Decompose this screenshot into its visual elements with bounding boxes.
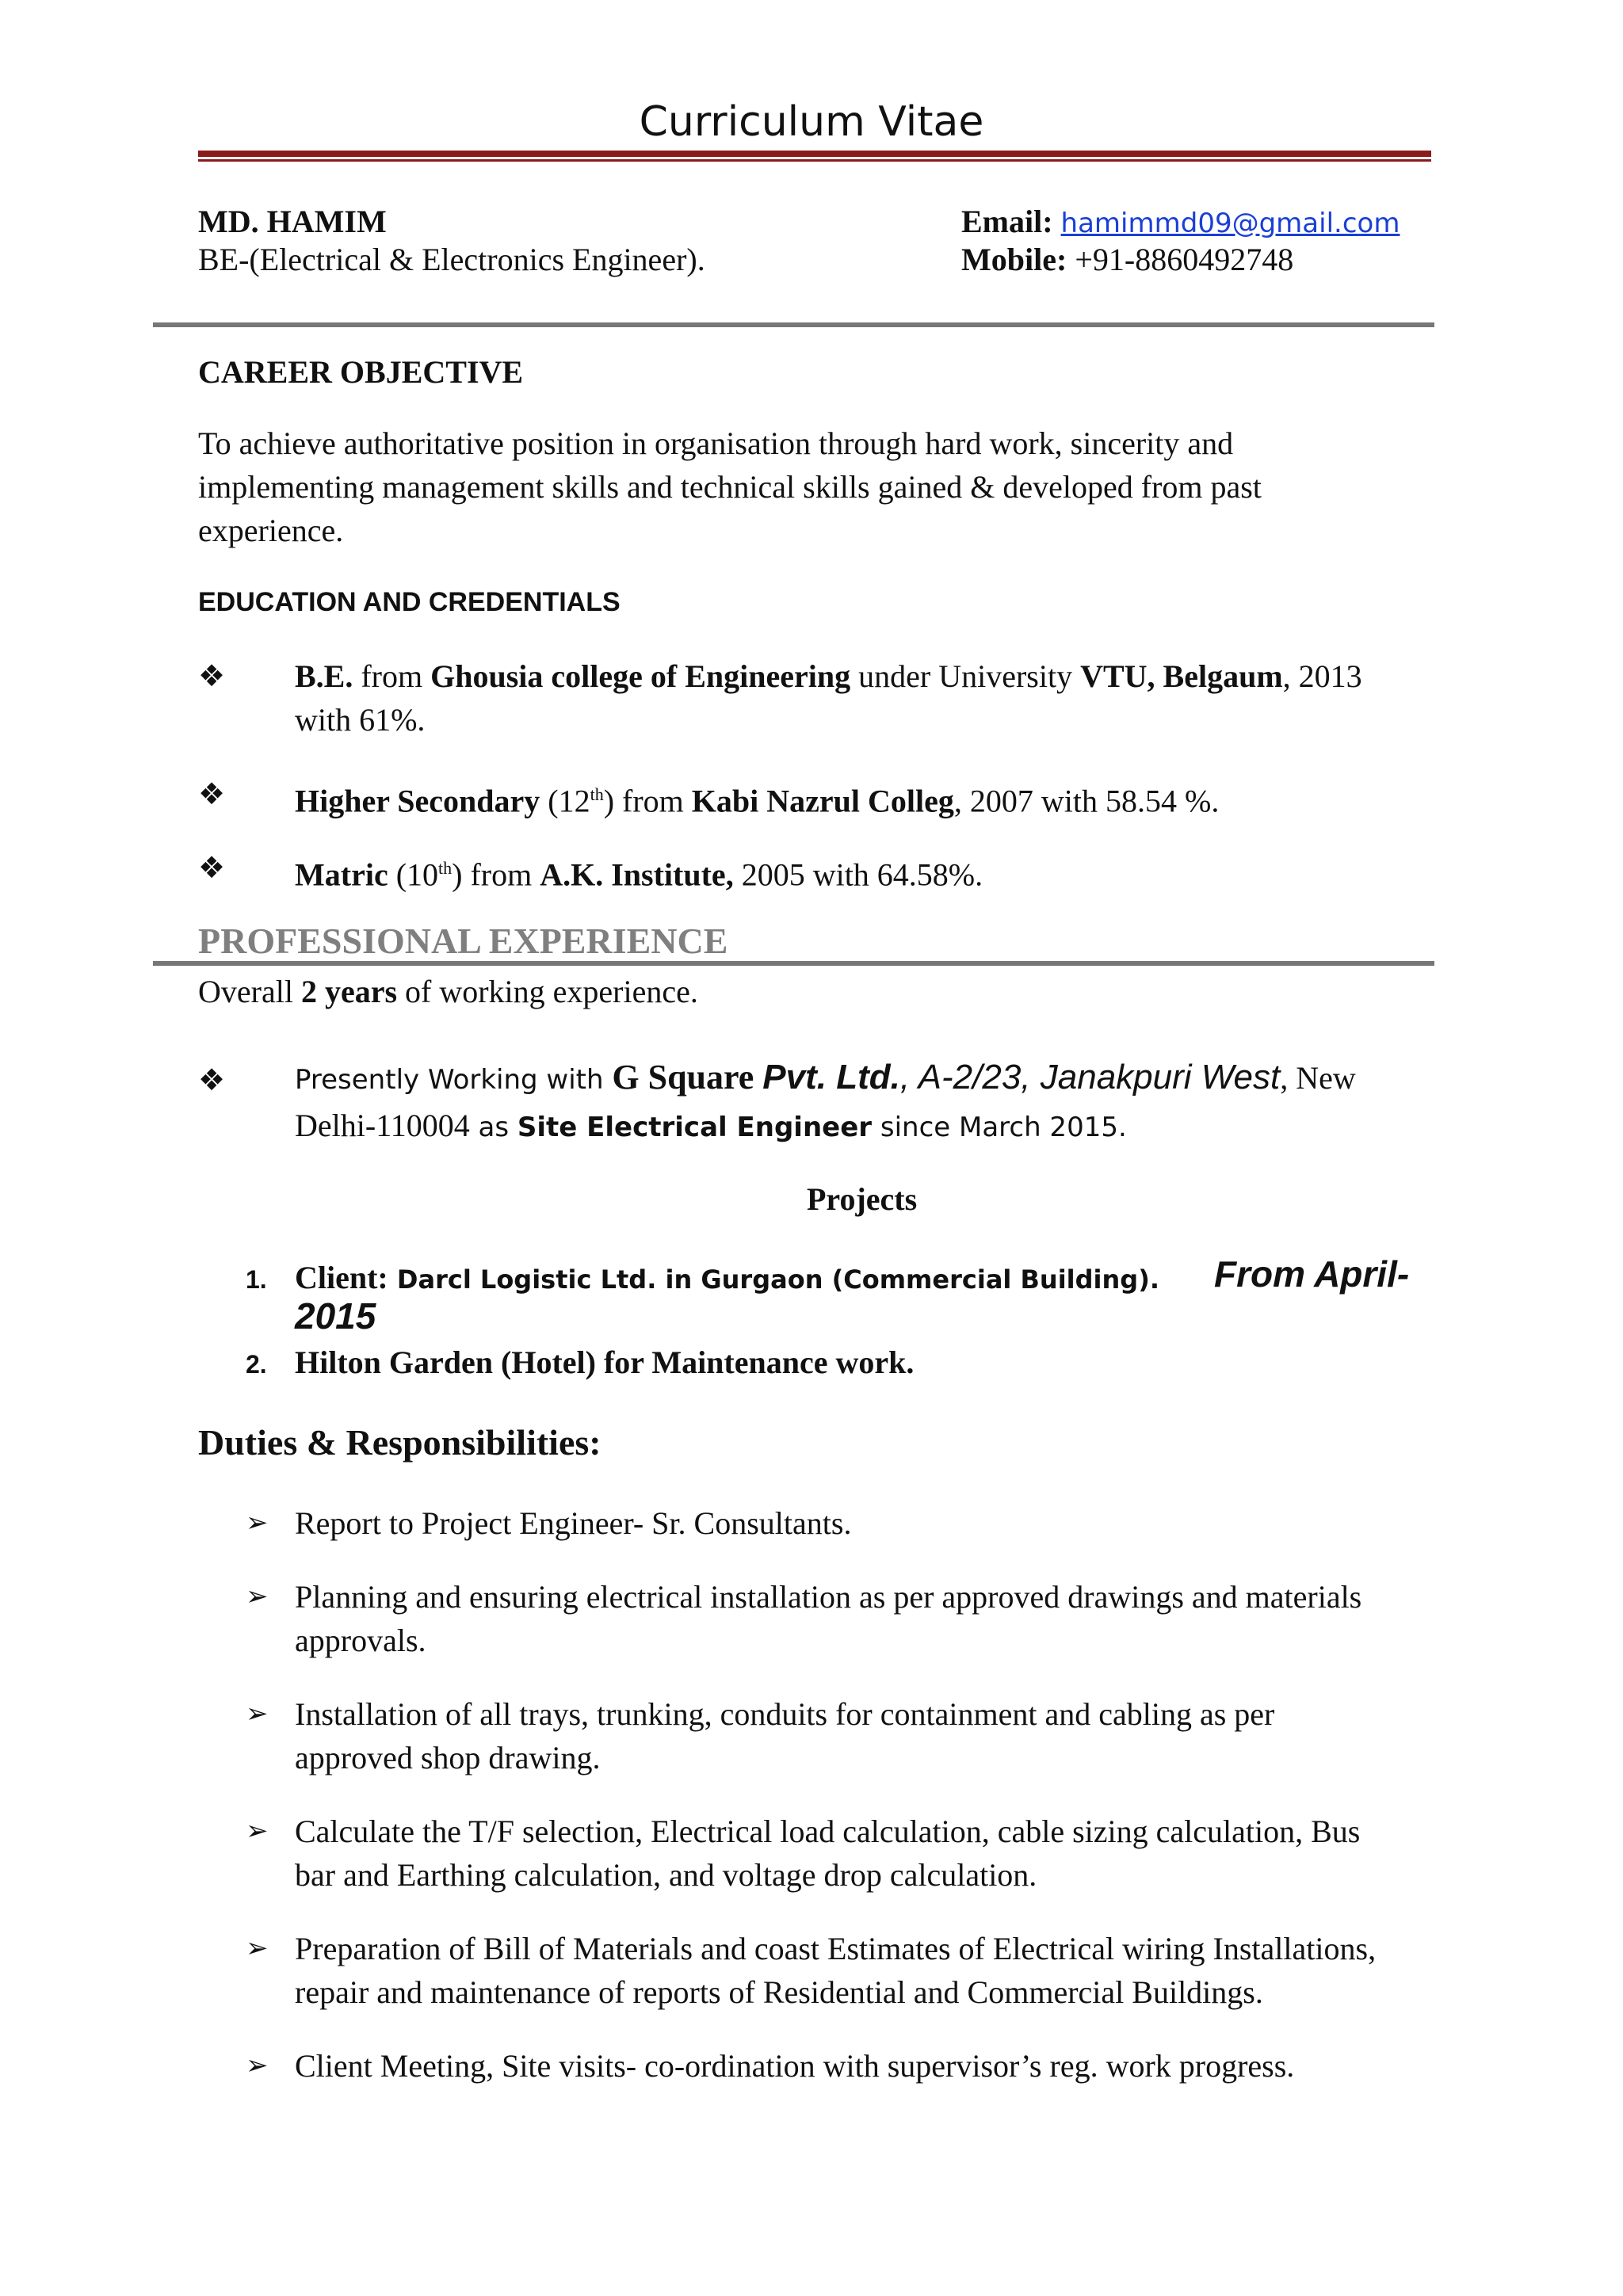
career-objective-line: experience.	[198, 513, 344, 548]
project-item: Hilton Garden (Hotel) for Maintenance work.	[295, 1344, 915, 1380]
duty-line: repair and maintenance of reports of Residential and Commercial Buildings.	[295, 1974, 1263, 2010]
arrow-bullet-icon: ➢	[246, 1932, 269, 1964]
experience-heading: PROFESSIONAL EXPERIENCE	[198, 921, 728, 961]
mobile-number: +91-8860492748	[1075, 242, 1294, 277]
matric-grade-sup: th	[438, 858, 453, 878]
overall-post: of working experience.	[397, 974, 698, 1009]
mobile-label: Mobile:	[961, 242, 1067, 277]
matric-degree: Matric	[295, 856, 388, 893]
matric-grade: (10	[388, 856, 439, 893]
duty-item	[295, 1927, 1376, 2014]
hs-rest: , 2007 with 58.54 %.	[953, 783, 1220, 819]
job-since: since March 2015.	[872, 1112, 1127, 1143]
hs-grade-sup: th	[590, 784, 604, 804]
duty-item	[295, 1575, 1361, 1662]
bullet-icon: ❖	[198, 850, 226, 885]
career-objective-line: To achieve authoritative position in organisation through hard work, sincerity and	[198, 425, 1234, 461]
duty-item	[295, 1501, 851, 1545]
title-rule-thin	[198, 159, 1431, 162]
arrow-bullet-icon: ➢	[246, 1581, 269, 1612]
project-number: 1.	[246, 1265, 267, 1294]
be-college: Ghousia college of Engineering	[430, 658, 851, 694]
hs-college: Kabi Nazrul Colleg	[691, 783, 954, 819]
projects-heading: Projects	[807, 1181, 918, 1217]
be-from: from	[353, 658, 431, 694]
mobile-row	[961, 238, 1293, 281]
job-company: G Square	[612, 1058, 763, 1097]
overall-years: 2 years	[300, 974, 398, 1009]
arrow-bullet-icon: ➢	[246, 2050, 269, 2081]
email-link[interactable]: hamimmd09@gmail.com	[1060, 208, 1400, 239]
duty-line: Installation of all trays, trunking, conduits for containment and cabling as per	[295, 1696, 1275, 1732]
experience-divider	[153, 961, 1434, 966]
job-role: Site Electrical Engineer	[517, 1112, 873, 1143]
matric-college: A.K. Institute,	[540, 856, 734, 893]
header-divider	[153, 322, 1434, 327]
arrow-bullet-icon: ➢	[246, 1815, 269, 1847]
education-item-matric	[295, 846, 983, 896]
duties-heading: Duties & Responsibilities:	[198, 1422, 601, 1463]
duty-line: approvals.	[295, 1623, 426, 1658]
career-objective-line: implementing management skills and technical skills gained & developed from past	[198, 469, 1262, 505]
arrow-bullet-icon: ➢	[246, 1507, 269, 1539]
duty-line: Client Meeting, Site visits- co-ordination with supervisor’s reg. work progress.	[295, 2048, 1295, 2084]
bullet-icon: ❖	[198, 658, 226, 693]
be-under: under University	[850, 658, 1081, 694]
job-presently: Presently Working with	[295, 1064, 613, 1096]
hs-from: ) from	[603, 783, 692, 819]
project-from-year: 2015	[295, 1295, 376, 1337]
matric-from: ) from	[452, 856, 540, 893]
be-degree: B.E.	[295, 658, 353, 694]
bullet-icon: ❖	[198, 1062, 226, 1097]
project-item	[295, 1253, 1436, 1337]
career-objective-heading: CAREER OBJECTIVE	[198, 354, 524, 390]
career-objective-text	[198, 421, 1434, 552]
arrow-bullet-icon: ➢	[246, 1698, 269, 1730]
hs-grade: (12	[540, 783, 590, 819]
be-score: with 61%.	[295, 702, 426, 738]
candidate-name: MD. HAMIM	[198, 204, 387, 239]
duty-line: Calculate the T/F selection, Electrical load calculation, cable sizing calculation, Bus	[295, 1814, 1361, 1849]
overall-experience	[198, 970, 698, 1013]
project-client: Darcl Logistic Ltd. in Gurgaon (Commercial Building).	[388, 1264, 1159, 1295]
job-city: Delhi-110004	[295, 1108, 470, 1143]
matric-rest: 2005 with 64.58%.	[733, 856, 983, 893]
duty-line: approved shop drawing.	[295, 1740, 601, 1775]
education-item-hs	[295, 772, 1219, 822]
hs-degree: Higher Secondary	[295, 783, 540, 819]
bullet-icon: ❖	[198, 776, 226, 811]
duty-line: Planning and ensuring electrical installation as per approved drawings and materials	[295, 1579, 1362, 1615]
project-from: From April-	[1214, 1253, 1410, 1295]
duty-item	[295, 1810, 1360, 1897]
project-number: 2.	[246, 1350, 267, 1379]
education-item-be	[295, 654, 1436, 742]
education-heading: EDUCATION AND CREDENTIALS	[198, 587, 621, 617]
be-year: , 2013	[1282, 658, 1362, 694]
page-title: Curriculum Vitae	[639, 98, 984, 146]
job-address: , A-2/23, Janakpuri West	[899, 1058, 1281, 1097]
job-company-suffix: Pvt. Ltd.	[762, 1058, 900, 1097]
current-job	[295, 1055, 1436, 1150]
email-label: Email:	[961, 204, 1053, 239]
project-client-label: Client:	[295, 1260, 388, 1295]
duty-line: bar and Earthing calculation, and voltage drop calculation.	[295, 1857, 1037, 1893]
duty-line: Report to Project Engineer- Sr. Consultants.	[295, 1505, 852, 1541]
duty-item	[295, 1692, 1274, 1779]
title-rule	[198, 151, 1431, 157]
duty-line: Preparation of Bill of Materials and coast Estimates of Electrical wiring Installations,	[295, 1931, 1377, 1966]
candidate-degree: BE-(Electrical & Electronics Engineer).	[198, 242, 705, 277]
duty-item	[295, 2044, 1294, 2088]
be-university: VTU, Belgaum	[1080, 658, 1283, 694]
job-as: as	[469, 1112, 517, 1143]
job-new: , New	[1280, 1060, 1356, 1096]
overall-pre: Overall	[198, 974, 301, 1009]
